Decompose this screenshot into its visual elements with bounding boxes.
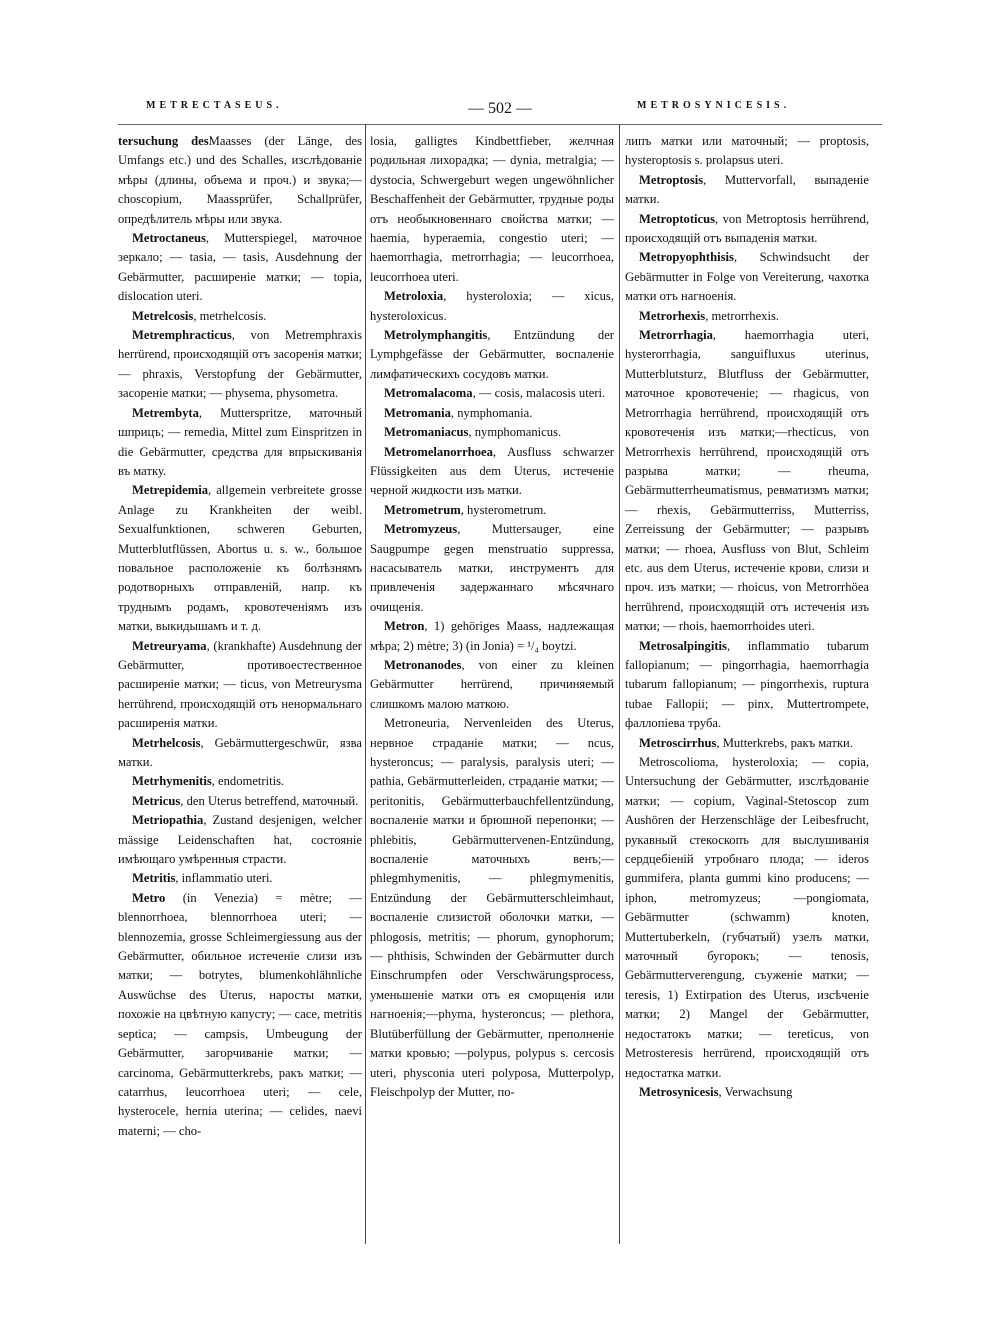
entry-headword: tersuchung des bbox=[118, 134, 209, 148]
entry-definition: losia, galligtes Kindbettfieber, желчная родильная лихорадка; — dynia, metralgia; — dystocia, Schwergeburt wegen ungewöhnlicher Beschaffenheit der Gebärmutter, трудные роды отъ необыкновеннаго свойства матки; — haemia, hyperaemia, congestio uteri; — haemorrhagia, metrorrhagia; — leucorrhoea, leucorrhoea uteri. bbox=[370, 134, 614, 284]
dictionary-entry bbox=[370, 443, 614, 501]
dictionary-entry bbox=[118, 307, 362, 326]
entry-definition: , von Metroptosis herrührend, происходящій отъ выпаденія матки. bbox=[625, 211, 869, 246]
dictionary-entry bbox=[118, 132, 362, 229]
entry-headword: Metroscirrhus bbox=[639, 735, 717, 750]
dictionary-entry bbox=[370, 714, 614, 1102]
entry-definition: , von einer zu kleinen Gebärmutter herrürend, причиняемый слишкомъ малою маткою. bbox=[370, 657, 614, 711]
dictionary-entry bbox=[118, 404, 362, 482]
entry-definition: , Muttersauger, eine Saugpumpe gegen menstruatio suppressa, насасыватель матки, инструментъ для привлеченія задержаннаго мѣсячнаго очищенія. bbox=[370, 522, 614, 614]
entry-definition: , hysteroloxia; — xicus, hysteroloxicus. bbox=[370, 289, 614, 323]
dictionary-entry bbox=[370, 520, 614, 617]
entry-definition: , allgemein verbreitete grosse Anlage zu Krankheiten der weibl. Sexualfunktionen, schweren Geburten, Mutterblutflüssen, Abortus u. s. w., большое повальное расположеніе къ болѣзнямъ родотворныхъ отправленій, напр. къ труднымъ родамъ, кровотеченіямъ изъ матки, выкидышамъ и т. д. bbox=[118, 483, 362, 634]
entry-definition: , metrorrhexis. bbox=[705, 308, 780, 323]
entry-definition: , (krankhafte) Ausdehnung der Gebärmutter, противоестественное расширеніе матки; — ticus, von Metreurysma herrührend, происходящій отъ ненормальнаго расширенія матки. bbox=[118, 638, 362, 731]
entry-headword: Metrembyta bbox=[132, 405, 199, 420]
entry-definition: , Mutterspiegel, маточное зеркало; — tasia, — tasis, Ausdehnung der Gebärmutter, расширеніе матки; — topia, dislocation uteri. bbox=[118, 231, 362, 304]
entry-headword: Metronanodes bbox=[384, 657, 462, 672]
entry-definition: , inflammatio uteri. bbox=[175, 871, 273, 886]
entry-definition: , 1) gehöriges Maass, надлежащая мѣра; 2) mètre; 3) (in Jonia) = ¹/₄ boytzi. bbox=[370, 619, 614, 653]
dictionary-entry bbox=[625, 1083, 869, 1102]
dictionary-entry bbox=[625, 171, 869, 210]
dictionary-entry bbox=[370, 287, 614, 326]
dictionary-entry bbox=[370, 384, 614, 403]
entry-definition: , inflammatio tubarum fallopianum; — pingorrhagia, haemorrhagia tubarum fallopianum; — pingorrhexis, ruptura tubae Fallopii; — pinx, Muttertrompete, фаллопіева труба. bbox=[625, 638, 869, 731]
entry-definition: , Schwindsucht der Gebärmutter in Folge von Vereiterung, чахотка матки отъ нагноенія. bbox=[625, 250, 869, 304]
entry-headword: Metricus bbox=[132, 793, 181, 808]
dictionary-entry bbox=[625, 637, 869, 734]
entry-definition: Metroneuria, Nervenleiden des Uterus, нервное страданіе матки; — ncus, hysteroncus; — paralysis, paralysis uteri; — pathia, Gebärmutterleiden, страданіе матки; — peritonitis, Gebärmutterbauchfellentzündung, воспаленіе матки и брюшной перепонки; — phlebitis, Gebärmuttervenen-Entzündung, воспаленіе маточныхъ венъ;—phlegmhymenitis, — phlegmymenitis, Entzündung der Gebärmutterschleimhaut, воспаленіе слизистой оболочки матки, — phlogosis, metritis; — phorum, gynophorum; — phthisis, Schwinden der Gebärmutter durch Einschrumpfen oder Verschwärungsprocess, уменьшеніе матки отъ ея сморщенія или нагноенія;—phyma, hysteroncus; — plethora, Blutüberfüllung der Gebärmutter, преполненіе матки кровью; —polypus, polypus s. cercosis uteri, physconia uteri polyposa, Mutterpolyp, Fleischpolyp der Mutter, по- bbox=[370, 716, 614, 1099]
entry-headword: Metrorrhagia bbox=[639, 328, 713, 343]
dictionary-entry bbox=[370, 617, 614, 656]
entry-headword: Metromaniacus bbox=[384, 425, 469, 440]
dictionary-entry bbox=[370, 326, 614, 384]
entry-definition: , Zustand desjenigen, welcher mässige Leidenschaften hat, состояніе имѣющаго умѣренныя страсти. bbox=[118, 813, 362, 867]
entry-headword: Metritis bbox=[132, 871, 176, 886]
dictionary-entry bbox=[370, 423, 614, 442]
entry-definition: , von Metremphraxis herrürend, происходящій отъ засоренія матки; — phraxis, Verstopfung der Gebärmutter, засореніе матки; — physema, physometra. bbox=[118, 328, 362, 401]
page-number: — 502 — bbox=[468, 100, 532, 117]
column-divider-2 bbox=[619, 124, 620, 1244]
dictionary-entry bbox=[625, 307, 869, 326]
dictionary-entry bbox=[118, 792, 362, 811]
text-column-2 bbox=[370, 132, 614, 1242]
entry-definition: , nymphomania. bbox=[450, 405, 533, 420]
dictionary-entry bbox=[625, 248, 869, 306]
entry-headword: Metro bbox=[132, 890, 166, 905]
entry-headword: Metromalacoma bbox=[384, 386, 473, 401]
dictionary-entry bbox=[118, 637, 362, 734]
entry-definition: , Muttervorfall, выпаденіе матки. bbox=[625, 172, 869, 207]
entry-headword: Metrosynicesis bbox=[639, 1084, 719, 1099]
entry-headword: Metrorhexis bbox=[639, 308, 706, 323]
entry-headword: Metroptoticus bbox=[639, 211, 716, 226]
entry-headword: Metrhymenitis bbox=[132, 774, 212, 789]
entry-headword: Metroloxia bbox=[384, 289, 444, 304]
text-column-3 bbox=[625, 132, 869, 1242]
entry-headword: Metrolymphangitis bbox=[384, 328, 488, 343]
entry-definition: (in Venezia) = mètre; — blennorrhoea, blennorrhoea uteri; — blennozemia, grosse Schleimergiessung aus der Gebärmutter, обильное истеченіе слизи изъ матки; — botrytes, blumenkohlähnliche Auswüchse des Uterus, наросты матки, похожіе на цвѣтную капусту; — cace, metritis septica; — campsis, Umbeugung der Gebärmutter, загорчиваніе матки; — carcinoma, Gebärmutterkrebs, ракъ матки; — catarrhus, leucorrhoea uteri; — cele, hysterocele, hernia uterina; — celides, naevi materni; — cho- bbox=[118, 890, 362, 1138]
dictionary-entry bbox=[370, 656, 614, 714]
entry-headword: Metroctaneus bbox=[132, 231, 206, 246]
dictionary-entry bbox=[118, 326, 362, 404]
dictionary-entry bbox=[370, 501, 614, 520]
entry-headword: Metreuryama bbox=[132, 638, 207, 653]
text-column-1 bbox=[118, 132, 362, 1242]
dictionary-entry bbox=[625, 753, 869, 1083]
dictionary-entry bbox=[118, 772, 362, 791]
entry-headword: Metromania bbox=[384, 405, 451, 420]
column-divider-1 bbox=[365, 124, 366, 1244]
dictionary-entry bbox=[118, 229, 362, 307]
entry-headword: Metriopathia bbox=[132, 813, 204, 828]
dictionary-entry bbox=[118, 481, 362, 636]
dictionary-entry bbox=[625, 132, 869, 171]
entry-headword: Metrometrum bbox=[384, 502, 461, 517]
running-head-left: METRECTASEUS. bbox=[146, 100, 283, 111]
entry-definition: , hysterometrum. bbox=[460, 502, 547, 517]
entry-definition: , haemorrhagia uteri, hysterorrhagia, sanguifluxus uterinus, Mutterblutsturz, Blutfluss der Gebärmutter, маточное кровотеченіе; — rhagicus, von Metrorrhagia herrührend, происходящій отъ кровотеченія изъ матки;—rhecticus, von Metrorrhexis herrührend, происходящій отъ разрыва матки; — rheuma, Gebärmutterrheumatismus, ревматизмъ матки; — rhexis, Gebärmutterriss, Mutterriss, Zerreissung der Gebärmutter; — разрывъ матки; — rhoea, Ausfluss von Blut, Schleim etc. aus dem Uterus, истеченіе крови, слизи и проч. изъ матки; — rhoicus, von Metrorrhöea herrührend, происходящій отъ истеченія изъ матки; — rhois, haemorrhoides uteri. bbox=[625, 328, 869, 634]
entry-definition: , — cosis, malacosis uteri. bbox=[472, 386, 606, 401]
entry-definition: Maasses (der Länge, des Umfangs etc.) und des Schalles, изслѣдованіе мѣры (длины, объема и проч.) и звука;—choscopium, Maassprüfer, Schallprüfer, опредѣлитель мѣры или звука. bbox=[118, 134, 362, 226]
entry-definition: липъ матки или маточный; — proptosis, hysteroptosis s. prolapsus uteri. bbox=[625, 134, 869, 168]
entry-definition: , nymphomanicus. bbox=[468, 425, 562, 440]
entry-definition: , Ausfluss schwarzer Flüssigkeiten aus dem Uterus, истеченіе черной жидкости изъ матки. bbox=[370, 444, 614, 498]
running-head-right: METROSYNICESIS. bbox=[637, 100, 791, 111]
entry-definition: , metrhelcosis. bbox=[193, 308, 267, 323]
entry-headword: Metrepidemia bbox=[132, 483, 209, 498]
entry-headword: Metrelcosis bbox=[132, 308, 194, 323]
entry-headword: Metrhelcosis bbox=[132, 735, 201, 750]
entry-headword: Metropyophthisis bbox=[639, 250, 734, 265]
header-rule bbox=[118, 124, 882, 125]
entry-definition: , Mutterkrebs, ракъ матки. bbox=[716, 735, 853, 750]
entry-definition: , den Uterus betreffend, маточный. bbox=[180, 793, 359, 808]
dictionary-entry bbox=[625, 326, 869, 637]
dictionary-entry bbox=[118, 811, 362, 869]
entry-headword: Metremphracticus bbox=[132, 328, 232, 343]
entry-headword: Metroptosis bbox=[639, 172, 704, 187]
dictionary-entry bbox=[370, 404, 614, 423]
entry-definition: Metroscolioma, hysteroloxia; — copia, Untersuchung der Gebärmutter, изслѣдованіе матки; — copium, Vaginal-Stetoscop zum Aushören der Herzenschläge der Leibesfrucht, рукавный стекоскопъ для выслушиванія сердцебіеній утробнаго плода; — ideros gummifera, planta gummi kino producens; — iphon, metromyzeus; —pongiomata, Gebärmutter (schwamm) knoten, Muttertuberkeln, (губчатый) узелъ матки, маточный бугорокъ; — tenosis, Gebärmutterverengung, съуженіе матки; — teresis, 1) Extirpation des Uterus, изсѣченіе матки; 2) Mangel der Gebärmutter, недостатокъ матки; — tereticus, von Metrosteresis herrürend, происходящій отъ недостатка матки. bbox=[625, 755, 869, 1080]
entry-definition: , Mutterspritze, маточный шприцъ; — remedia, Mittel zum Einspritzen in die Gebärmutter, средства для впрыскиванія въ матку. bbox=[118, 405, 362, 478]
entry-headword: Metromelanorrhoea bbox=[384, 444, 493, 459]
dictionary-entry bbox=[625, 210, 869, 249]
entry-headword: Metron bbox=[384, 619, 425, 634]
dictionary-entry bbox=[118, 869, 362, 888]
entry-headword: Metromyzeus bbox=[384, 522, 458, 537]
entry-definition: , Gebärmuttergeschwür, язва матки. bbox=[118, 735, 362, 769]
entry-headword: Metrosalpingitis bbox=[639, 638, 727, 653]
dictionary-entry bbox=[625, 734, 869, 753]
dictionary-entry bbox=[118, 734, 362, 773]
dictionary-entry bbox=[370, 132, 614, 287]
entry-definition: , endometritis. bbox=[211, 774, 285, 789]
entry-definition: , Entzündung der Lymphgefässe der Gebärmutter, воспаленіе лимфатическихъ сосудовъ матки. bbox=[370, 328, 614, 381]
dictionary-entry bbox=[118, 889, 362, 1141]
entry-definition: , Verwachsung bbox=[718, 1084, 793, 1099]
